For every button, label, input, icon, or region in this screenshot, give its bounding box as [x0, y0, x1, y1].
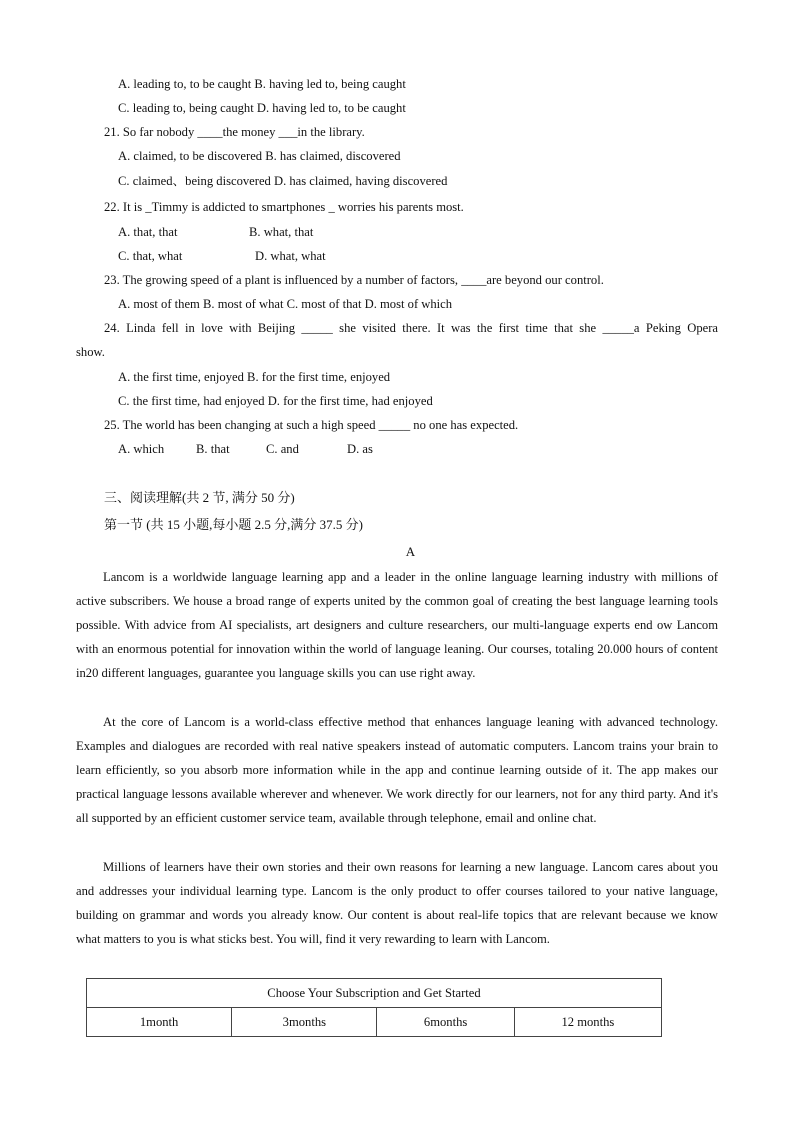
q22-stem: 22. It is _Timmy is addicted to smartphones _ worries his parents most.	[104, 200, 464, 214]
q24-stem: 24. Linda fell in love with Beijing _____ she visited there. It was the first time that she _____a Peking Opera	[104, 321, 718, 335]
q22-option-c: C. that, what	[118, 249, 183, 263]
q23-stem: 23. The growing speed of a plant is influenced by a number of factors, ____are beyond our control.	[104, 273, 604, 287]
table-row	[87, 979, 662, 1008]
q22-option-d: D. what, what	[255, 249, 326, 263]
q24-options-ab: A. the first time, enjoyed B. for the first time, enjoyed	[118, 370, 391, 384]
q25-option-b: B. that	[196, 442, 230, 456]
section-title: 三、阅读理解(共 2 节, 满分 50 分)	[104, 490, 295, 505]
passage-paragraph-1: Lancom is a worldwide language learning app and a leader in the online language learning industry with millions of active subscribers. We house a broad range of experts united by the common goal of creating the best language learning tools possible. With advice from AI specialists, art designers and culture researchers, our multi-language experts end ow Lancom with an enormous potential for innovation within the world of language leaning. Our courses, totaling 20.000 hours of content in20 different languages, guarantee you language skills you can use right away.	[76, 570, 718, 680]
section-part-title: 第一节 (共 15 小题,每小题 2.5 分,满分 37.5 分)	[104, 517, 363, 532]
q21-options-ab: A. claimed, to be discovered B. has claimed, discovered	[118, 149, 401, 163]
passage-letter: A	[405, 544, 416, 559]
q25-stem: 25. The world has been changing at such a high speed _____ no one has expected.	[104, 418, 519, 432]
q21-options-cd: C. claimed、being discovered D. has claimed, having discovered	[118, 174, 448, 188]
q22-option-a: A. that, that	[118, 225, 178, 239]
q25-option-a: A. which	[118, 442, 165, 456]
passage-paragraph-2: At the core of Lancom is a world-class effective method that enhances language leaning with advanced technology. Examples and dialogues are recorded with real native speakers instead of automatic computers. Lancom trains your brain to learn efficiently, so you absorb more information while in the app and continue learning outside of it. The app makes our practical language lessons available wherever and whenever. We work directly for our learners, not for any third party. And it's all supported by an efficient customer service team, available through telephone, email and online chat.	[76, 715, 718, 825]
subscription-table-title: Choose Your Subscription and Get Started	[87, 979, 662, 1008]
table-cell-3months: 3months	[232, 1008, 377, 1037]
table-cell-1month: 1month	[87, 1008, 232, 1037]
table-row	[87, 1008, 662, 1037]
table-cell-6months: 6months	[377, 1008, 514, 1037]
q24-stem-cont: show.	[76, 345, 105, 359]
q23-options: A. most of them B. most of what C. most of that D. most of which	[118, 297, 453, 311]
table-cell-12months: 12 months	[514, 1008, 661, 1037]
q25-option-d: D. as	[347, 442, 373, 456]
q22-option-b: B. what, that	[249, 225, 314, 239]
q24-options-cd: C. the first time, had enjoyed D. for the first time, had enjoyed	[118, 394, 433, 408]
q20-options-ab: A. leading to, to be caught B. having led to, being caught	[118, 77, 406, 91]
subscription-table	[86, 978, 662, 1037]
passage-paragraph-3: Millions of learners have their own stories and their own reasons for learning a new language. Lancom cares about you and addresses your individual learning type. Lancom is the only product to offer courses tailored to your native language, building on grammar and words you already know. Our content is about real-life topics that are relevant because we know what matters to you is what sticks best. You will, find it very rewarding to learn with Lancom.	[76, 860, 718, 946]
q21-stem: 21. So far nobody ____the money ___in the library.	[104, 125, 365, 139]
q25-option-c: C. and	[266, 442, 299, 456]
q20-options-cd: C. leading to, being caught D. having led to, to be caught	[118, 101, 406, 115]
